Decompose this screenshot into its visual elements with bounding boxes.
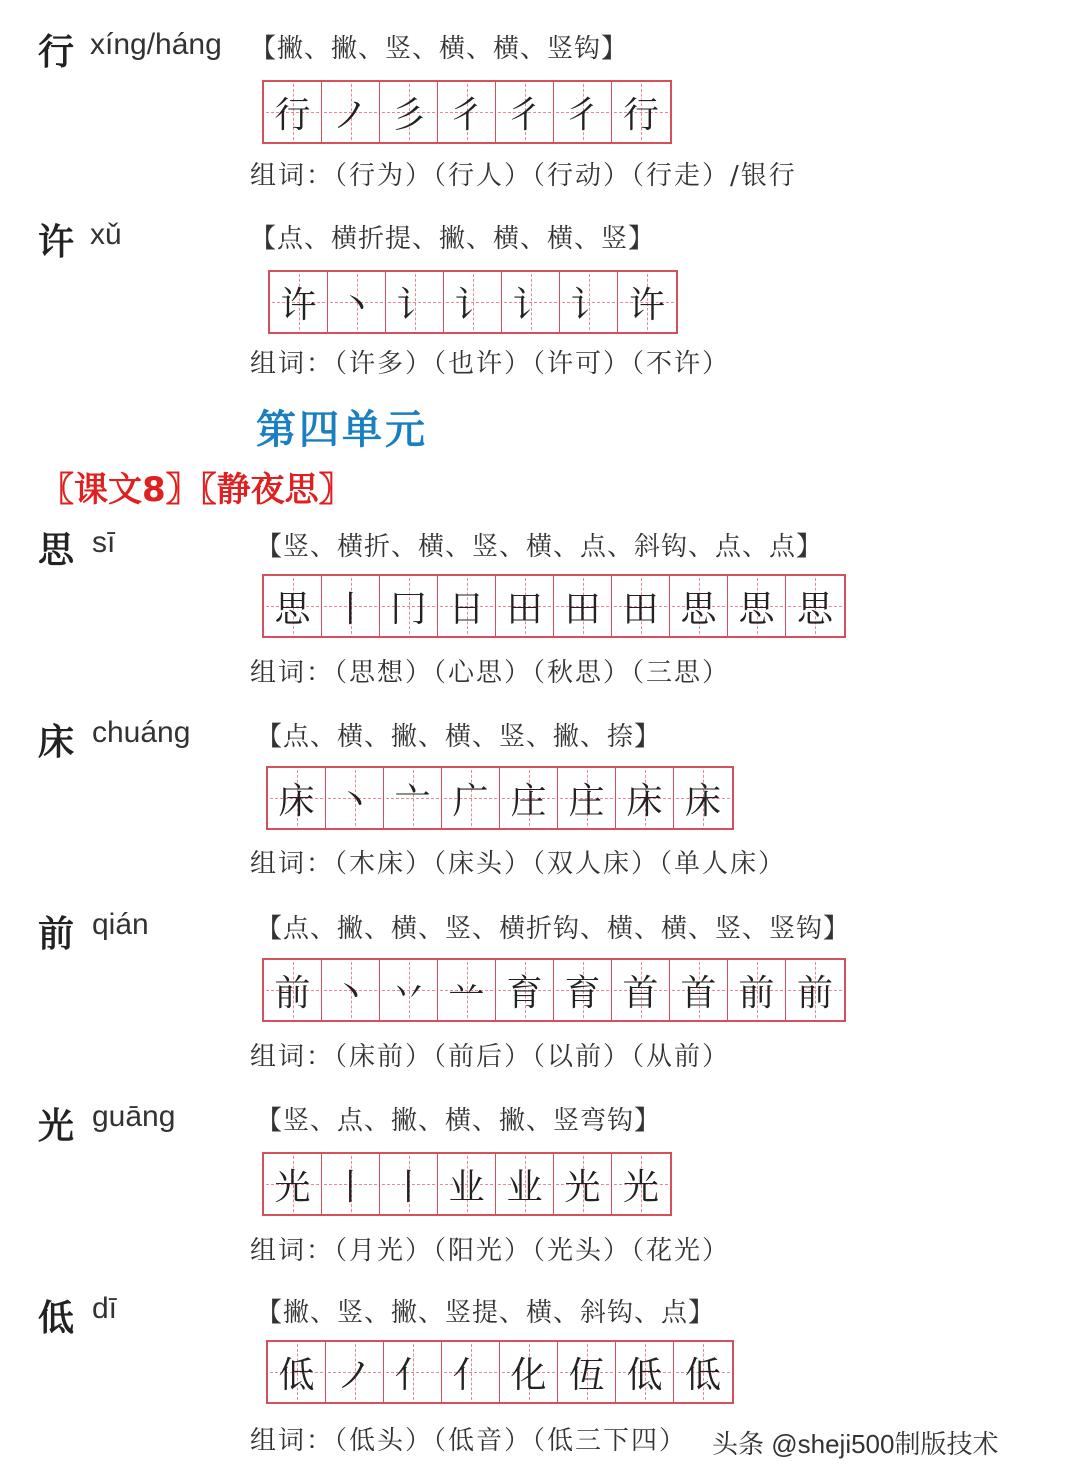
stroke-step-glyph: 庄 [510,780,547,822]
stroke-cell [438,960,496,1020]
stroke-cell [322,82,380,142]
stroke-grid [262,958,846,1022]
pinyin: guāng [92,1100,176,1133]
stroke-step-glyph: 思 [274,588,311,630]
watermark: 头条 @sheji500制版技术 [712,1424,998,1461]
stroke-cell [616,768,674,828]
stroke-grid [262,574,846,638]
stroke-cell [502,272,560,332]
stroke-cell [612,960,670,1020]
stroke-cell [264,1154,322,1214]
pinyin: chuáng [92,716,191,749]
stroke-step-glyph: 日 [448,588,485,630]
pinyin: qián [92,908,149,941]
word-examples: 组词：（低头）（低音）（低三下四） [250,1426,688,1456]
stroke-step-glyph: 光 [564,1166,601,1208]
stroke-step-glyph: 行 [274,94,311,136]
stroke-cell [496,960,554,1020]
stroke-cell [616,1342,674,1402]
stroke-cell [264,82,322,142]
stroke-cell [670,960,728,1020]
stroke-order-text: 【点、撇、横、竖、横折钩、横、横、竖、竖钩】 [256,914,851,944]
stroke-step-glyph: 首 [622,972,659,1014]
stroke-step-glyph: 思 [680,588,717,630]
stroke-step-glyph: 前 [796,972,833,1014]
pinyin: xíng/háng [90,28,222,61]
stroke-step-glyph: 彳 [506,94,543,136]
stroke-cell [500,1342,558,1402]
stroke-cell [384,1342,442,1402]
stroke-cell [554,960,612,1020]
word-examples: 组词：（木床）（床头）（双人床）（单人床） [250,849,787,879]
character: 前 [38,913,75,955]
stroke-cell [322,1154,380,1214]
stroke-step-glyph: 思 [796,588,833,630]
stroke-step-glyph: 光 [622,1166,659,1208]
character: 思 [38,529,75,571]
stroke-cell [380,1154,438,1214]
stroke-step-glyph: 育 [506,972,543,1014]
stroke-step-glyph: 讠 [512,284,549,326]
stroke-cell [386,272,444,332]
stroke-cell [558,1342,616,1402]
stroke-step-glyph: 许 [280,284,317,326]
stroke-cell [264,576,322,636]
stroke-step-glyph: ノ [336,1354,373,1396]
word-examples: 组词：（思想）（心思）（秋思）（三思） [250,658,731,688]
stroke-step-glyph: 首 [680,972,717,1014]
stroke-order-text: 【撇、竖、撇、竖提、横、斜钩、点】 [256,1298,716,1328]
stroke-step-glyph: 彡 [390,94,427,136]
stroke-step-glyph: 讠 [570,284,607,326]
character: 低 [38,1297,75,1339]
stroke-cell [496,82,554,142]
stroke-step-glyph: 低 [684,1354,721,1396]
stroke-cell [380,576,438,636]
stroke-cell [264,960,322,1020]
stroke-step-glyph: 化 [510,1354,547,1396]
stroke-cell [268,1342,326,1402]
character: 床 [38,721,75,763]
stroke-step-glyph: 丷 [390,972,427,1014]
unit-title: 第四单元 [256,407,428,453]
stroke-cell [500,768,558,828]
stroke-step-glyph: 丶 [338,284,375,326]
stroke-cell [554,82,612,142]
stroke-grid [262,80,672,144]
stroke-step-glyph: 亻 [452,1354,489,1396]
stroke-step-glyph: 许 [628,284,665,326]
stroke-step-glyph: 低 [626,1354,663,1396]
stroke-cell [612,1154,670,1214]
stroke-cell [728,576,786,636]
stroke-step-glyph: 田 [622,588,659,630]
stroke-order-text: 【竖、横折、横、竖、横、点、斜钩、点、点】 [256,532,824,562]
stroke-step-glyph: 亠 [394,780,431,822]
stroke-order-text: 【竖、点、撇、横、撇、竖弯钩】 [256,1106,662,1136]
stroke-step-glyph: 行 [622,94,659,136]
character: 光 [38,1105,75,1147]
word-examples: 组词：（床前）（前后）（以前）（从前） [250,1042,731,1072]
stroke-cell [328,272,386,332]
stroke-step-glyph: 前 [738,972,775,1014]
pinyin: dī [92,1292,118,1325]
lesson-tag: 〖课文8〗〖静夜思〗 [40,470,353,510]
stroke-cell [786,960,844,1020]
stroke-step-glyph: 丨 [332,588,369,630]
stroke-cell [554,576,612,636]
stroke-cell [442,768,500,828]
stroke-cell [322,576,380,636]
word-examples: 组词：（月光）（阳光）（光头）（花光） [250,1236,731,1266]
stroke-step-glyph: 床 [626,780,663,822]
stroke-order-text: 【撇、撇、竖、横、横、竖钩】 [250,34,629,64]
stroke-cell [438,576,496,636]
stroke-step-glyph: 冂 [390,588,427,630]
word-examples: 组词：（行为）（行人）（行动）（行走）/银行 [250,161,797,191]
stroke-cell [268,768,326,828]
stroke-step-glyph: 前 [274,972,311,1014]
stroke-grid [262,1152,672,1216]
stroke-step-glyph: 庄 [568,780,605,822]
stroke-step-glyph: 彳 [564,94,601,136]
stroke-cell [496,1154,554,1214]
character: 行 [38,31,75,73]
word-examples: 组词：（许多）（也许）（许可）（不许） [250,349,731,379]
stroke-grid [266,766,734,830]
stroke-order-text: 【点、横折提、撇、横、横、竖】 [250,224,656,254]
stroke-step-glyph: 育 [564,972,601,1014]
stroke-step-glyph: 思 [738,588,775,630]
stroke-cell [380,960,438,1020]
stroke-cell [444,272,502,332]
stroke-cell [560,272,618,332]
pinyin: xǔ [90,218,122,251]
stroke-step-glyph: 业 [506,1166,543,1208]
stroke-cell [322,960,380,1020]
stroke-cell [384,768,442,828]
stroke-step-glyph: 丶 [332,972,369,1014]
stroke-order-text: 【点、横、撇、横、竖、撇、捺】 [256,722,662,752]
stroke-step-glyph: 丨 [332,1166,369,1208]
stroke-cell [442,1342,500,1402]
stroke-cell [670,576,728,636]
stroke-cell [326,1342,384,1402]
stroke-step-glyph: 田 [564,588,601,630]
stroke-cell [270,272,328,332]
stroke-step-glyph: 亻 [394,1354,431,1396]
stroke-step-glyph: 讠 [396,284,433,326]
stroke-cell [380,82,438,142]
stroke-step-glyph: 丨 [390,1166,427,1208]
stroke-cell [496,576,554,636]
stroke-step-glyph: 床 [278,780,315,822]
stroke-step-glyph: 仾 [568,1354,605,1396]
stroke-step-glyph: 田 [506,588,543,630]
pinyin: sī [92,526,116,559]
stroke-step-glyph: 低 [278,1354,315,1396]
stroke-step-glyph: 广 [452,780,489,822]
stroke-cell [438,1154,496,1214]
stroke-cell [728,960,786,1020]
stroke-step-glyph: 床 [684,780,721,822]
stroke-cell [618,272,676,332]
stroke-step-glyph: 䒑 [448,972,485,1014]
stroke-cell [554,1154,612,1214]
stroke-step-glyph: 光 [274,1166,311,1208]
stroke-cell [612,576,670,636]
stroke-cell [786,576,844,636]
stroke-step-glyph: 彳 [448,94,485,136]
stroke-step-glyph: 业 [448,1166,485,1208]
stroke-cell [558,768,616,828]
stroke-grid [268,270,678,334]
stroke-cell [326,768,384,828]
stroke-step-glyph: 丶 [336,780,373,822]
stroke-cell [674,1342,732,1402]
stroke-grid [266,1340,734,1404]
stroke-cell [612,82,670,142]
stroke-step-glyph: 讠 [454,284,491,326]
stroke-cell [438,82,496,142]
stroke-cell [674,768,732,828]
stroke-step-glyph: ノ [332,94,369,136]
character: 许 [38,221,75,263]
